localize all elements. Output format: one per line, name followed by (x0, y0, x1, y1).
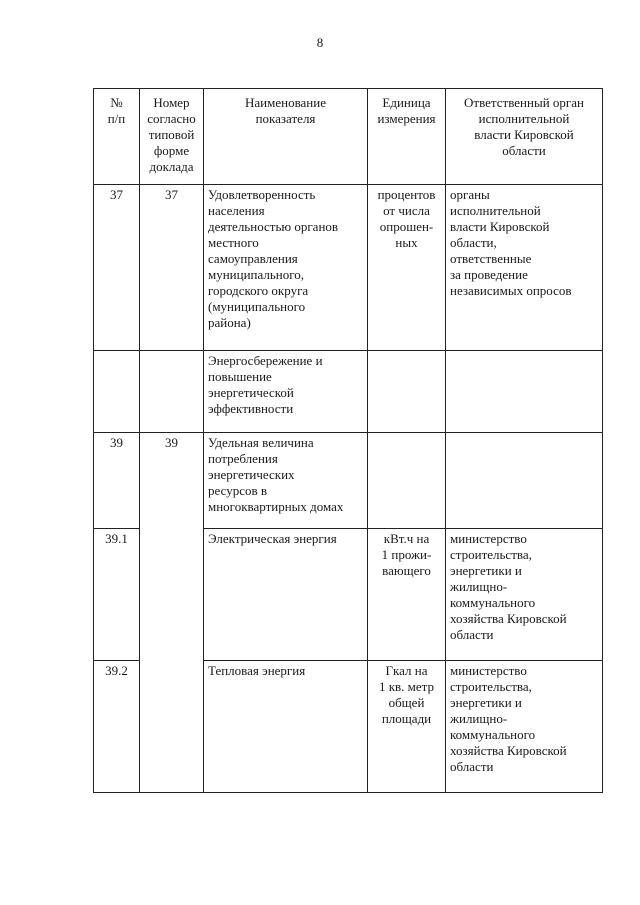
header-indicator-name: Наименование показателя (204, 89, 368, 185)
row-indicator-name: Удовлетворенность населения деятельностью органов местного самоуправления муниципального, городского округа (муниципального района) (204, 185, 368, 351)
section-title: Энергосбережение и повышение энергетической эффективности (204, 351, 368, 433)
table-row (94, 185, 603, 351)
row-indicator-name: Удельная величина потребления энергетических ресурсов в многоквартирных домах (204, 433, 368, 529)
row-form-number: 37 (140, 185, 204, 351)
indicators-table (93, 88, 603, 793)
table-row (94, 351, 603, 433)
row-responsible-org: органы исполнительной власти Кировской области, ответственные за проведение независимых опросов (446, 185, 603, 351)
row-unit (368, 351, 446, 433)
row-form-number (140, 351, 204, 433)
page-number: 8 (316, 35, 324, 50)
row-indicator-name: Электрическая энергия (204, 529, 368, 661)
row-unit (368, 433, 446, 529)
row-responsible-org: министерство строительства, энергетики и жилищно- коммунального хозяйства Кировской области (446, 661, 603, 793)
table-header-row (94, 89, 603, 185)
row-unit: кВт.ч на 1 прожи- вающего (368, 529, 446, 661)
row-responsible-org: министерство строительства, энергетики и жилищно- коммунального хозяйства Кировской области (446, 529, 603, 661)
row-number (94, 351, 140, 433)
header-number: № п/п (94, 89, 140, 185)
row-number: 37 (94, 185, 140, 351)
row-number: 39.1 (94, 529, 140, 661)
header-form-number: Номер согласно типовой форме доклада (140, 89, 204, 185)
row-unit: процентов от числа опрошен- ных (368, 185, 446, 351)
header-responsible-org: Ответственный орган исполнительной власти Кировской области (446, 89, 603, 185)
row-responsible-org (446, 351, 603, 433)
row-number: 39.2 (94, 661, 140, 793)
header-unit: Единица измерения (368, 89, 446, 185)
table-row (94, 433, 603, 529)
row-responsible-org (446, 433, 603, 529)
row-unit: Гкал на 1 кв. метр общей площади (368, 661, 446, 793)
row-number: 39 (94, 433, 140, 529)
row-form-number: 39 (140, 433, 204, 793)
row-indicator-name: Тепловая энергия (204, 661, 368, 793)
